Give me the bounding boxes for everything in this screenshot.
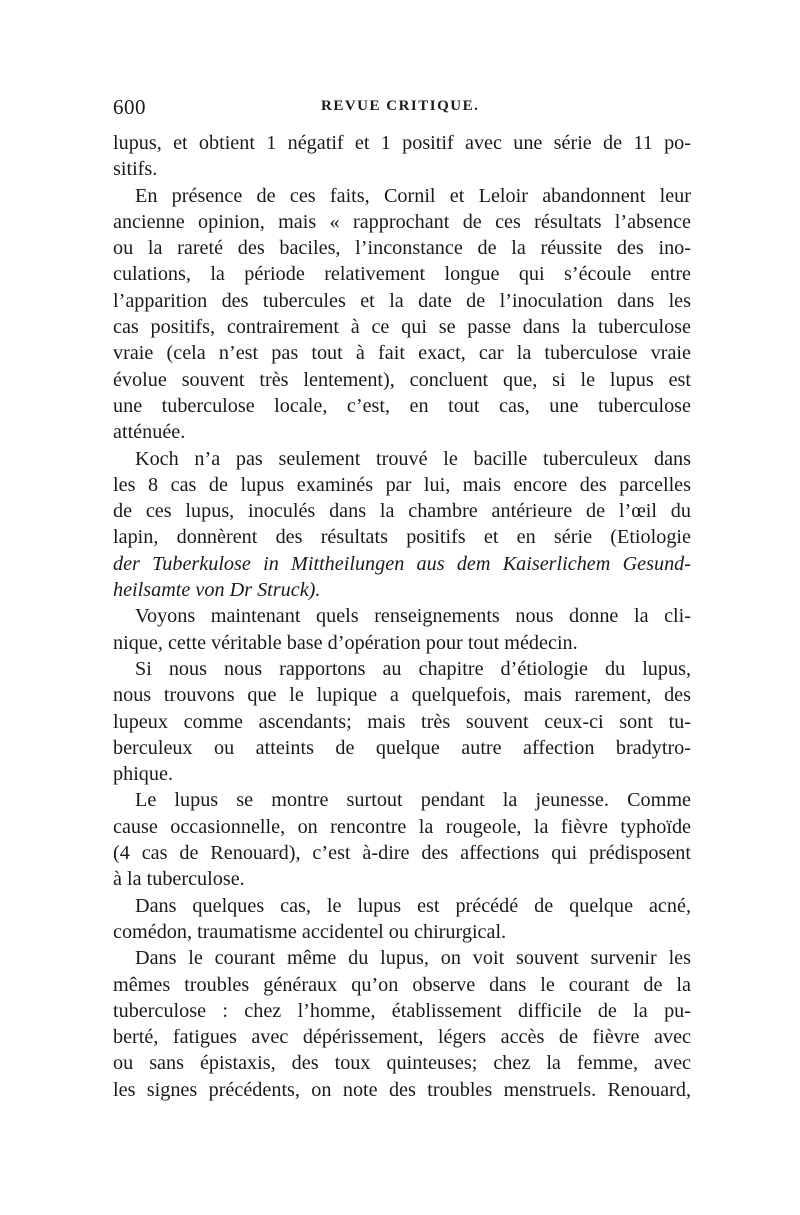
text-line: berté, fatigues avec dépérissement, légers accès de fièvre avec	[113, 1026, 691, 1049]
text-line: nique, cette véritable base d’opération pour tout médecin.	[113, 631, 578, 654]
text-line: berculeux ou atteints de quelque autre affection bradytro-	[113, 736, 691, 759]
text-line: lapin, donnèrent des résultats positifs et en série (Etiologie	[113, 526, 691, 549]
body-text	[113, 130, 691, 1103]
text-line: sitifs.	[113, 158, 158, 181]
text-line: Koch n’a pas seulement trouvé le bacille tuberculeux dans	[135, 447, 691, 470]
text-line: évolue souvent très lentement), concluent que, si le lupus est	[113, 368, 691, 391]
text-line: atténuée.	[113, 421, 186, 444]
text-line: les signes précédents, on note des troubles menstruels. Renouard,	[113, 1078, 691, 1101]
text-line: ou la rareté des baciles, l’inconstance de la réussite des ino-	[113, 237, 691, 260]
text-line: une tuberculose locale, c’est, en tout cas, une tuberculose	[113, 394, 691, 417]
text-line: comédon, traumatisme accidentel ou chirurgical.	[113, 920, 507, 943]
text-line: Le lupus se montre surtout pendant la jeunesse. Comme	[135, 789, 691, 812]
text-line: lupus, et obtient 1 négatif et 1 positif avec une série de 11 po-	[113, 132, 691, 154]
text-line: lupeux comme ascendants; mais très souvent ceux-ci sont tu-	[113, 710, 691, 733]
text-line: Si nous nous rapportons au chapitre d’étiologie du lupus,	[135, 657, 691, 680]
text-line: phique.	[113, 763, 173, 786]
text-line: l’apparition des tubercules et la date de l’inoculation dans les	[113, 289, 691, 312]
text-line: cause occasionnelle, on rencontre la rougeole, la fièvre typhoïde	[113, 815, 691, 838]
text-line: nous trouvons que le lupique a quelquefois, mais rarement, des	[113, 684, 691, 707]
text-line: Voyons maintenant quels renseignements nous donne la cli-	[135, 605, 691, 628]
text-line: vraie (cela n’est pas tout à fait exact, car la tuberculose vraie	[113, 342, 691, 365]
text-line: ancienne opinion, mais « rapprochant de ces résultats l’absence	[113, 210, 691, 233]
text-line: En présence de ces faits, Cornil et Leloir abandonnent leur	[135, 184, 691, 207]
text-line: à la tuberculose.	[113, 868, 245, 891]
text-line: mêmes troubles généraux qu’on observe dans le courant de la	[113, 973, 691, 996]
text-line: culations, la période relativement longue qui s’écoule entre	[113, 263, 691, 286]
page-header	[113, 95, 691, 119]
text-line: der Tuberkulose in Mittheilungen aus dem Kaiserlichem Gesund-	[113, 552, 691, 575]
page-number: 600	[113, 95, 146, 119]
text-line: ou sans épistaxis, des toux quinteuses; chez la femme, avec	[113, 1052, 691, 1075]
text-line: cas positifs, contrairement à ce qui se passe dans la tuberculose	[113, 316, 691, 339]
text-line: de ces lupus, inoculés dans la chambre antérieure de l’œil du	[113, 500, 691, 523]
running-head: REVUE CRITIQUE.	[321, 98, 480, 114]
text-line: (4 cas de Renouard), c’est à-dire des affections qui prédisposent	[113, 842, 691, 865]
text-line: les 8 cas de lupus examinés par lui, mais encore des parcelles	[113, 473, 691, 496]
text-line: Dans le courant même du lupus, on voit souvent survenir les	[135, 947, 691, 970]
text-line: Dans quelques cas, le lupus est précédé de quelque acné,	[135, 894, 691, 917]
text-line: heilsamte von Dr Struck).	[113, 579, 321, 602]
text-line: tuberculose : chez l’homme, établissement difficile de la pu-	[113, 999, 691, 1022]
